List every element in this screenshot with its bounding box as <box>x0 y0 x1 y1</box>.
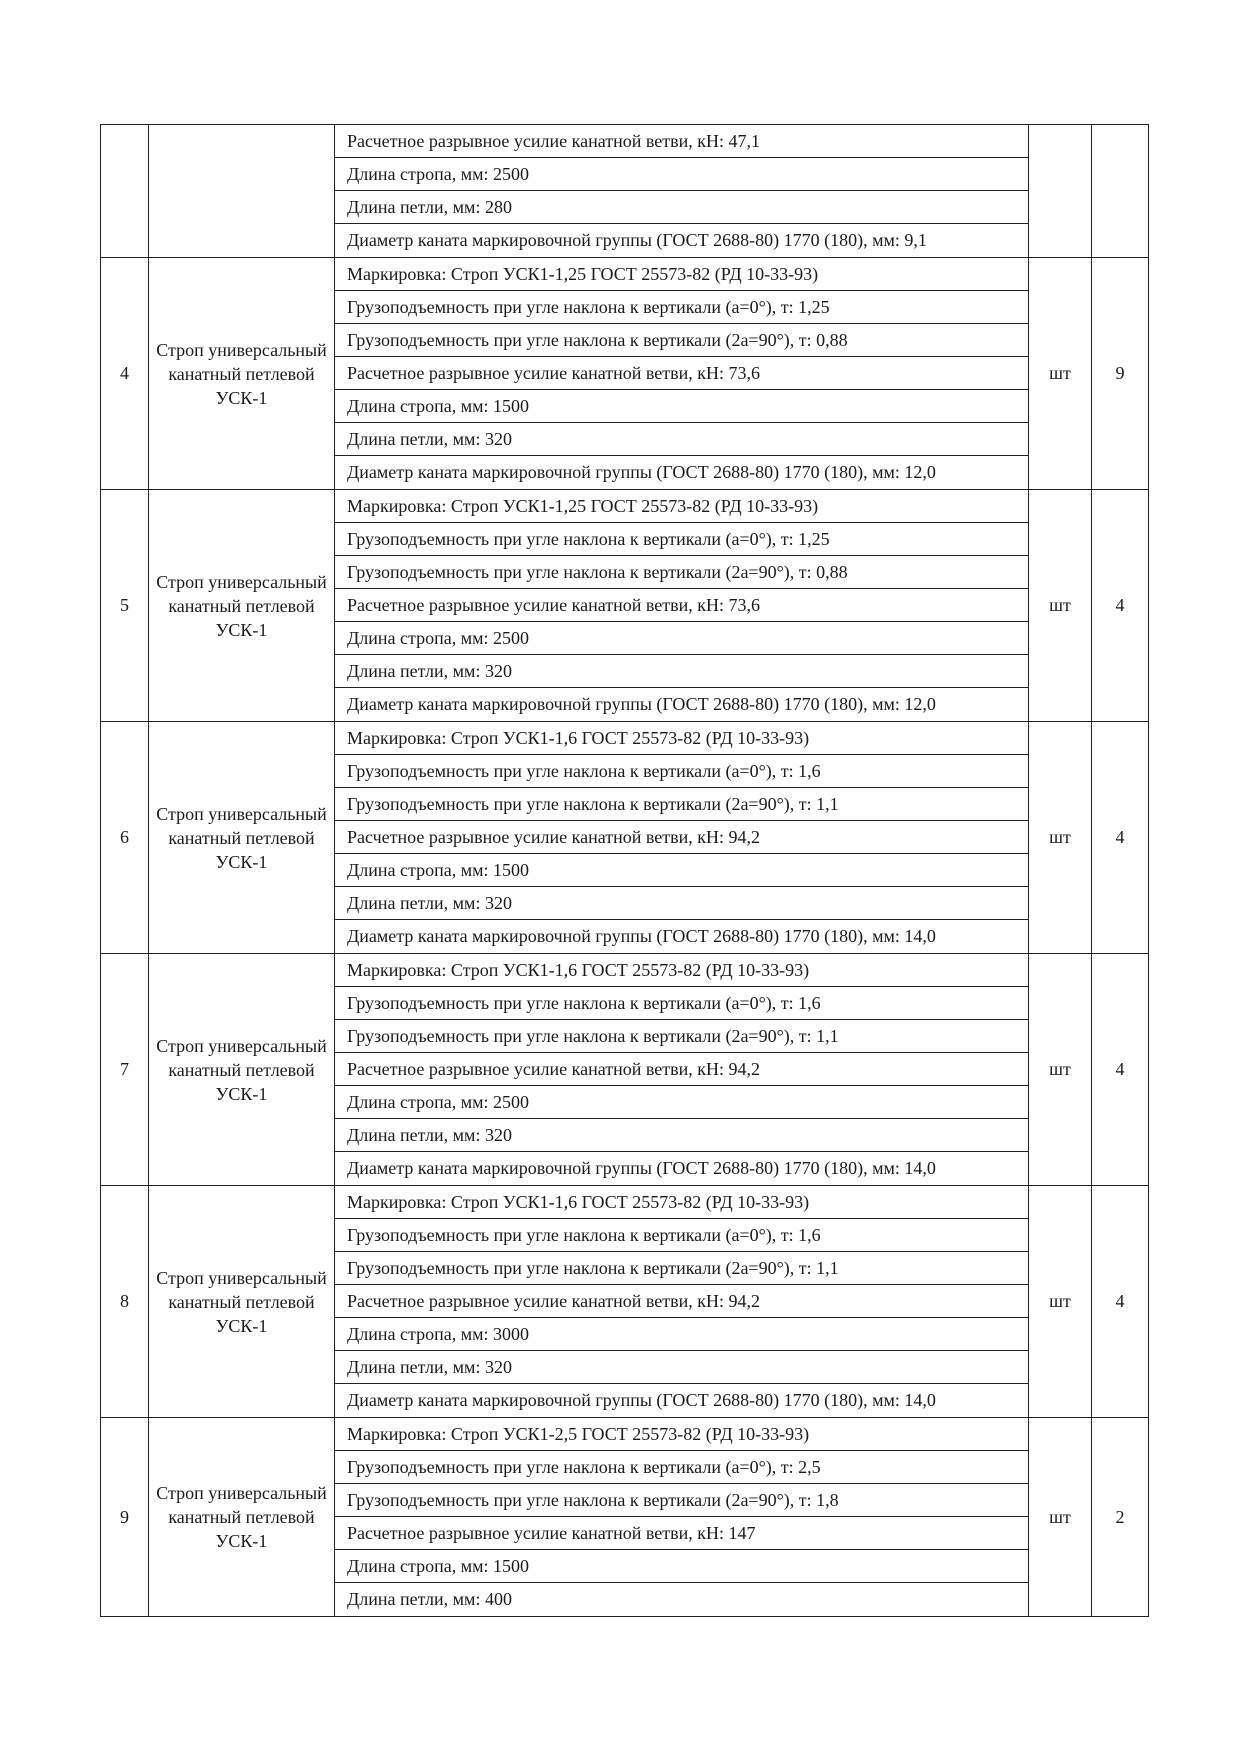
parameter-line: Длина стропа, мм: 1500 <box>335 1550 1028 1583</box>
item-quantity: 9 <box>1092 258 1149 490</box>
parameter-line: Маркировка: Строп УСК1-1,6 ГОСТ 25573-82 (РД 10-33-93) <box>335 954 1028 987</box>
parameter-line: Грузоподъемность при угле наклона к вертикали (2a=90°), т: 0,88 <box>335 324 1028 357</box>
parameter-line: Маркировка: Строп УСК1-1,6 ГОСТ 25573-82 (РД 10-33-93) <box>335 1186 1028 1219</box>
parameter-line: Грузоподъемность при угле наклона к вертикали (2a=90°), т: 1,1 <box>335 1020 1028 1053</box>
item-unit: шт <box>1029 954 1092 1186</box>
parameter-line: Маркировка: Строп УСК1-1,25 ГОСТ 25573-82 (РД 10-33-93) <box>335 490 1028 523</box>
table-row <box>101 1186 1149 1418</box>
parameter-line: Маркировка: Строп УСК1-2,5 ГОСТ 25573-82 (РД 10-33-93) <box>335 1418 1028 1451</box>
item-name: Строп универсальный канатный петлевой УСК-1 <box>156 571 327 640</box>
item-number <box>101 125 149 258</box>
parameter-line: Диаметр каната маркировочной группы (ГОСТ 2688-80) 1770 (180), мм: 14,0 <box>347 1158 936 1178</box>
item-name-cell <box>149 722 335 954</box>
parameter-line: Диаметр каната маркировочной группы (ГОСТ 2688-80) 1770 (180), мм: 14,0 <box>347 1390 936 1410</box>
item-name: Строп универсальный канатный петлевой УСК-1 <box>156 1035 327 1104</box>
parameter-line: Диаметр каната маркировочной группы (ГОСТ 2688-80) 1770 (180), мм: 9,1 <box>347 230 927 250</box>
item-unit: шт <box>1029 722 1092 954</box>
item-name-cell <box>149 490 335 722</box>
item-name: Строп универсальный канатный петлевой УСК-1 <box>156 1483 327 1551</box>
parameter-line: Грузоподъемность при угле наклона к вертикали (a=0°), т: 1,6 <box>335 987 1028 1020</box>
item-unit: шт <box>1029 1186 1092 1418</box>
parameter-line: Длина стропа, мм: 1500 <box>335 390 1028 423</box>
item-unit: шт <box>1029 490 1092 722</box>
table-row <box>101 722 1149 954</box>
parameter-line: Расчетное разрывное усилие канатной ветви, кН: 73,6 <box>335 357 1028 390</box>
item-parameters <box>335 954 1029 1186</box>
item-unit: шт <box>1029 1418 1092 1617</box>
parameter-line: Длина петли, мм: 280 <box>335 191 1028 224</box>
parameter-line: Грузоподъемность при угле наклона к вертикали (a=0°), т: 1,25 <box>335 523 1028 556</box>
parameter-line: Диаметр каната маркировочной группы (ГОСТ 2688-80) 1770 (180), мм: 12,0 <box>347 694 936 714</box>
parameter-line: Длина петли, мм: 400 <box>347 1589 512 1609</box>
item-number: 9 <box>101 1418 149 1617</box>
item-number: 5 <box>101 490 149 722</box>
table-row <box>101 490 1149 722</box>
table-row <box>101 954 1149 1186</box>
item-name-cell <box>149 954 335 1186</box>
parameter-line: Длина стропа, мм: 3000 <box>335 1318 1028 1351</box>
item-parameters <box>335 125 1029 258</box>
parameter-line: Грузоподъемность при угле наклона к вертикали (2a=90°), т: 0,88 <box>335 556 1028 589</box>
parameter-line: Маркировка: Строп УСК1-1,25 ГОСТ 25573-82 (РД 10-33-93) <box>335 258 1028 291</box>
item-name: Строп универсальный канатный петлевой УСК-1 <box>156 803 327 872</box>
parameter-line: Маркировка: Строп УСК1-1,6 ГОСТ 25573-82 (РД 10-33-93) <box>335 722 1028 755</box>
table-row <box>101 125 1149 258</box>
parameter-line: Диаметр каната маркировочной группы (ГОСТ 2688-80) 1770 (180), мм: 14,0 <box>347 926 936 946</box>
item-parameters <box>335 1186 1029 1418</box>
table-row <box>101 1418 1149 1617</box>
item-number: 6 <box>101 722 149 954</box>
parameter-line: Расчетное разрывное усилие канатной ветви, кН: 94,2 <box>335 1053 1028 1086</box>
item-unit <box>1029 125 1092 258</box>
item-name-cell <box>149 125 335 258</box>
parameter-line: Длина стропа, мм: 1500 <box>335 854 1028 887</box>
item-name-cell <box>149 258 335 490</box>
parameter-line: Длина стропа, мм: 2500 <box>335 622 1028 655</box>
parameter-line: Расчетное разрывное усилие канатной ветви, кН: 94,2 <box>335 821 1028 854</box>
parameter-line: Длина стропа, мм: 2500 <box>335 158 1028 191</box>
item-unit: шт <box>1029 258 1092 490</box>
parameter-line: Расчетное разрывное усилие канатной ветви, кН: 73,6 <box>335 589 1028 622</box>
parameter-line: Грузоподъемность при угле наклона к вертикали (a=0°), т: 1,25 <box>335 291 1028 324</box>
parameter-line: Длина петли, мм: 320 <box>335 1119 1028 1152</box>
parameter-line: Длина петли, мм: 320 <box>335 423 1028 456</box>
parameter-line: Диаметр каната маркировочной группы (ГОСТ 2688-80) 1770 (180), мм: 12,0 <box>347 462 936 482</box>
item-number: 7 <box>101 954 149 1186</box>
item-quantity: 4 <box>1092 1186 1149 1418</box>
parameter-line: Длина петли, мм: 320 <box>335 655 1028 688</box>
parameter-line: Грузоподъемность при угле наклона к вертикали (a=0°), т: 1,6 <box>335 1219 1028 1252</box>
item-parameters <box>335 722 1029 954</box>
item-parameters <box>335 1418 1029 1617</box>
item-quantity: 4 <box>1092 722 1149 954</box>
parameter-line: Длина петли, мм: 320 <box>335 1351 1028 1384</box>
item-name: Строп универсальный канатный петлевой УСК-1 <box>156 339 327 408</box>
parameter-line: Грузоподъемность при угле наклона к вертикали (a=0°), т: 1,6 <box>335 755 1028 788</box>
specification-table <box>100 124 1149 1617</box>
table-row <box>101 258 1149 490</box>
item-name: Строп универсальный канатный петлевой УСК-1 <box>156 1267 327 1336</box>
item-quantity <box>1092 125 1149 258</box>
item-number: 4 <box>101 258 149 490</box>
item-quantity: 4 <box>1092 954 1149 1186</box>
parameter-line: Расчетное разрывное усилие канатной ветви, кН: 94,2 <box>335 1285 1028 1318</box>
item-parameters <box>335 490 1029 722</box>
item-number: 8 <box>101 1186 149 1418</box>
item-quantity: 4 <box>1092 490 1149 722</box>
parameter-line: Расчетное разрывное усилие канатной ветви, кН: 47,1 <box>335 125 1028 158</box>
parameter-line: Расчетное разрывное усилие канатной ветви, кН: 147 <box>335 1517 1028 1550</box>
item-name-cell <box>149 1418 335 1617</box>
parameter-line: Грузоподъемность при угле наклона к вертикали (a=0°), т: 2,5 <box>335 1451 1028 1484</box>
item-name-cell <box>149 1186 335 1418</box>
parameter-line: Грузоподъемность при угле наклона к вертикали (2a=90°), т: 1,1 <box>335 1252 1028 1285</box>
parameter-line: Грузоподъемность при угле наклона к вертикали (2a=90°), т: 1,8 <box>335 1484 1028 1517</box>
parameter-line: Длина стропа, мм: 2500 <box>335 1086 1028 1119</box>
parameter-line: Грузоподъемность при угле наклона к вертикали (2a=90°), т: 1,1 <box>335 788 1028 821</box>
item-parameters <box>335 258 1029 490</box>
item-quantity: 2 <box>1092 1418 1149 1617</box>
parameter-line: Длина петли, мм: 320 <box>335 887 1028 920</box>
specification-table-body <box>101 125 1149 1617</box>
